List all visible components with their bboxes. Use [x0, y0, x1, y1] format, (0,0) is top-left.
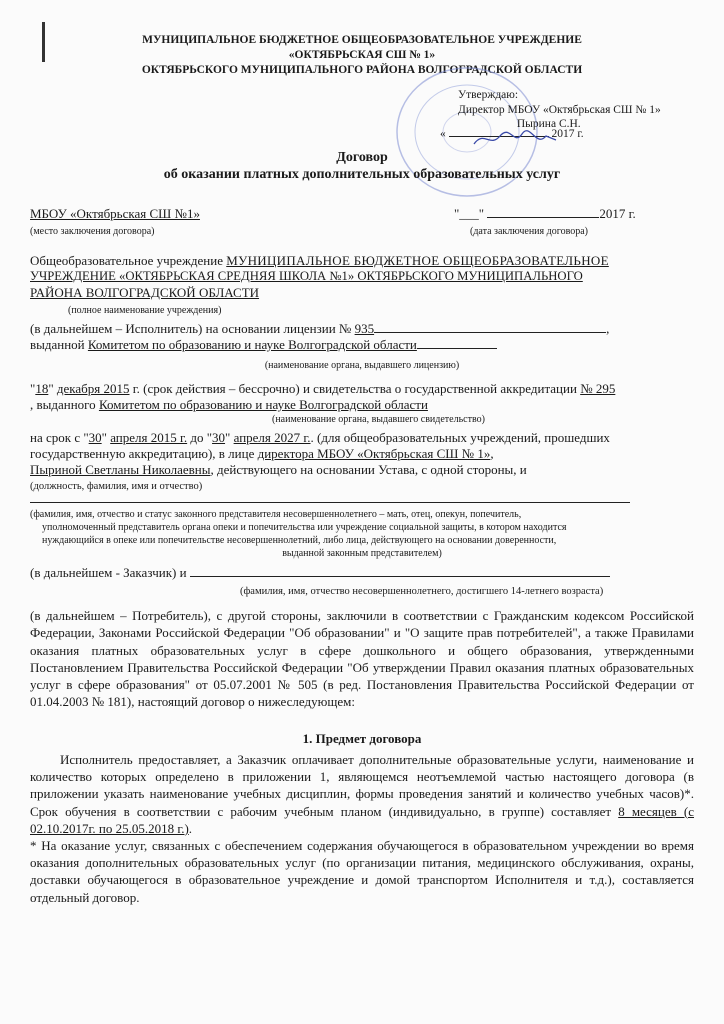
term-to-month: апреля 2027 г. [233, 430, 311, 445]
license-lead: (в дальнейшем – Исполнитель) на основании лицензии № [30, 321, 352, 336]
approval-label: Утверждаю: [458, 89, 519, 101]
minor-blank [190, 576, 610, 577]
accr-issuer-caption: (наименование органа, выдавшего свидетельство) [272, 414, 485, 425]
rep-caption-1: (фамилия, имя, отчество и статус законного представителя несовершеннолетнего – мать, отец, опекун, попечитель, [30, 509, 522, 520]
director-name: Пыриной Светланы Николаевны [30, 462, 211, 477]
approval-date-quote: « [440, 128, 446, 140]
study-term: 8 месяцев (с 02.10.2017г. по 25.05.2018 г.) [30, 803, 695, 836]
term-lead: на срок с " [30, 430, 89, 445]
org-full-name-1: МУНИЦИПАЛЬНОЕ БЮДЖЕТНОЕ ОБЩЕОБРАЗОВАТЕЛЬНОЕ [226, 253, 609, 268]
org-header-line3: ОКТЯБРЬСКОГО МУНИЦИПАЛЬНОГО РАЙОНА ВОЛГОГРАДСКОЙ ОБЛАСТИ [141, 64, 583, 76]
approval-signer: Пырина С.Н. [516, 118, 581, 130]
term-quote-1: " [101, 430, 107, 445]
accr-issued-lead: , выданного [30, 397, 96, 412]
accreditation-number: № 295 [580, 381, 616, 396]
issuer-blank [417, 348, 497, 349]
term-quote-2: " [225, 430, 231, 445]
full-name-caption: (полное наименование учреждения) [68, 305, 222, 316]
section1-text: Исполнитель предоставляет, а Заказчик оплачивает дополнительные образовательные услуги, наименование и количество которых определено в приложении 1, являющемся неотъемлемой частью настоящего договора (в приложении указать наименование учебных дисциплин, формы проведения занятий и количество учебных часов)*. Срок обучения в соответствии с рабочим учебным планом (индивидуально, в группе) составляет [30, 752, 694, 819]
license-day: 18 [35, 381, 49, 396]
org-header-line2: «ОКТЯБРЬСКАЯ СШ № 1» [288, 49, 436, 61]
signature-icon [470, 126, 560, 152]
date-year: 2017 г. [599, 206, 636, 221]
org-full-name-3: РАЙОНА ВОЛГОГРАДСКОЙ ОБЛАСТИ [30, 285, 260, 300]
place-caption: (место заключения договора) [30, 226, 155, 237]
org-type-label: Общеобразовательное учреждение [30, 253, 223, 268]
issued-lead: выданной [30, 337, 85, 352]
approval-position: Директор МБОУ «Октябрьская СШ № 1» [458, 103, 661, 116]
term-from-day: 30 [88, 430, 102, 445]
org-full-name-2: УЧРЕЖДЕНИЕ «ОКТЯБРЬСКАЯ СРЕДНЯЯ ШКОЛА №1» ОКТЯБРЬСКОГО МУНИЦИПАЛЬНОГО [30, 269, 583, 283]
term-tail: . (для общеобразовательных учреждений, прошедших [310, 430, 610, 445]
license-number: 935 [354, 321, 375, 336]
position-caption: (должность, фамилия, имя и отчество) [30, 481, 203, 492]
license-date-tail: г. (срок действия – бессрочно) и свидетельства о государственной аккредитации [132, 381, 577, 396]
license-issuer: Комитетом по образованию и науке Волгоградской области [87, 337, 417, 352]
term-line2-a: государственную аккредитацию), в лице [30, 446, 255, 461]
section1-paragraph [30, 751, 694, 837]
term-line2-comma: , [490, 446, 494, 461]
representative-blank [30, 502, 630, 503]
section1-end: . [188, 820, 193, 836]
contract-place: МБОУ «Октябрьская СШ №1» [30, 206, 200, 221]
rep-caption-4: выданной законным представителем) [282, 548, 442, 559]
section1-footnote: * На оказание услуг, связанных с обеспечением содержания обучающегося в образовательном учреждении во время оказания дополнительных образовательных услуг (по организации питания, медицинского обслуживания, охраны, доставки обучающегося в образовательное учреждение и домой транспортом Исполнителя и т.д.), составляется отдельный договор. [30, 838, 694, 905]
document-title: Договор [336, 150, 388, 165]
date-quote: "___" [454, 206, 485, 221]
director-position: директора МБОУ «Октябрьская СШ № 1» [257, 446, 491, 461]
accreditation-issuer: Комитетом по образованию и науке Волгоградской области [98, 397, 428, 412]
document-subtitle: об оказании платных дополнительных образовательных услуг [163, 167, 561, 182]
org-header-line1: МУНИЦИПАЛЬНОЕ БЮДЖЕТНОЕ ОБЩЕОБРАЗОВАТЕЛЬНОЕ УЧРЕЖДЕНИЕ [142, 34, 582, 46]
term-to: до " [190, 430, 213, 445]
customer-lead: (в дальнейшем - Заказчик) и [30, 565, 187, 580]
director-tail: , действующего на основании Устава, с одной стороны, и [210, 462, 527, 477]
approval-date-year: 2017 г. [551, 128, 584, 140]
term-to-day: 30 [212, 430, 226, 445]
rep-caption-2: уполномоченный представитель органа опеки и попечительства или учреждение социальной защиты, в котором находится [42, 522, 567, 533]
term-from-month: апреля 2015 г. [110, 430, 188, 445]
rep-caption-3: нуждающийся в опеке или попечительстве несовершеннолетний, либо лица, действующего на основании доверенности, [42, 535, 557, 546]
issuer-caption: (наименование органа, выдавшего лицензию) [264, 360, 460, 371]
license-month: декабря 2015 [56, 381, 130, 396]
section1-heading: 1. Предмет договора [302, 731, 422, 746]
date-blank [487, 217, 599, 218]
date-caption: (дата заключения договора) [470, 226, 588, 237]
consumer-paragraph: (в дальнейшем – Потребитель), с другой стороны, заключили в соответствии с Гражданским кодексом Российской Федерации, Законами Российской Федерации "Об образовании" и "О защите прав потребителей", а также Правилами оказания платных образовательных услуг в сфере дошкольного и общего образования, утвержденными Постановлением Правительства Российской Федерации "Об утверждении Правил оказания платных образовательных услуг в сфере образования" от 05.07.2001 № 505 (в ред. Постановления Правительства Российской Федерации от 01.04.2003 № 181), настоящий договор о нижеследующем: [30, 608, 694, 710]
minor-caption: (фамилия, имя, отчество несовершеннолетнего, достигшего 14-летнего возраста) [240, 586, 604, 597]
license-blank [374, 332, 606, 333]
